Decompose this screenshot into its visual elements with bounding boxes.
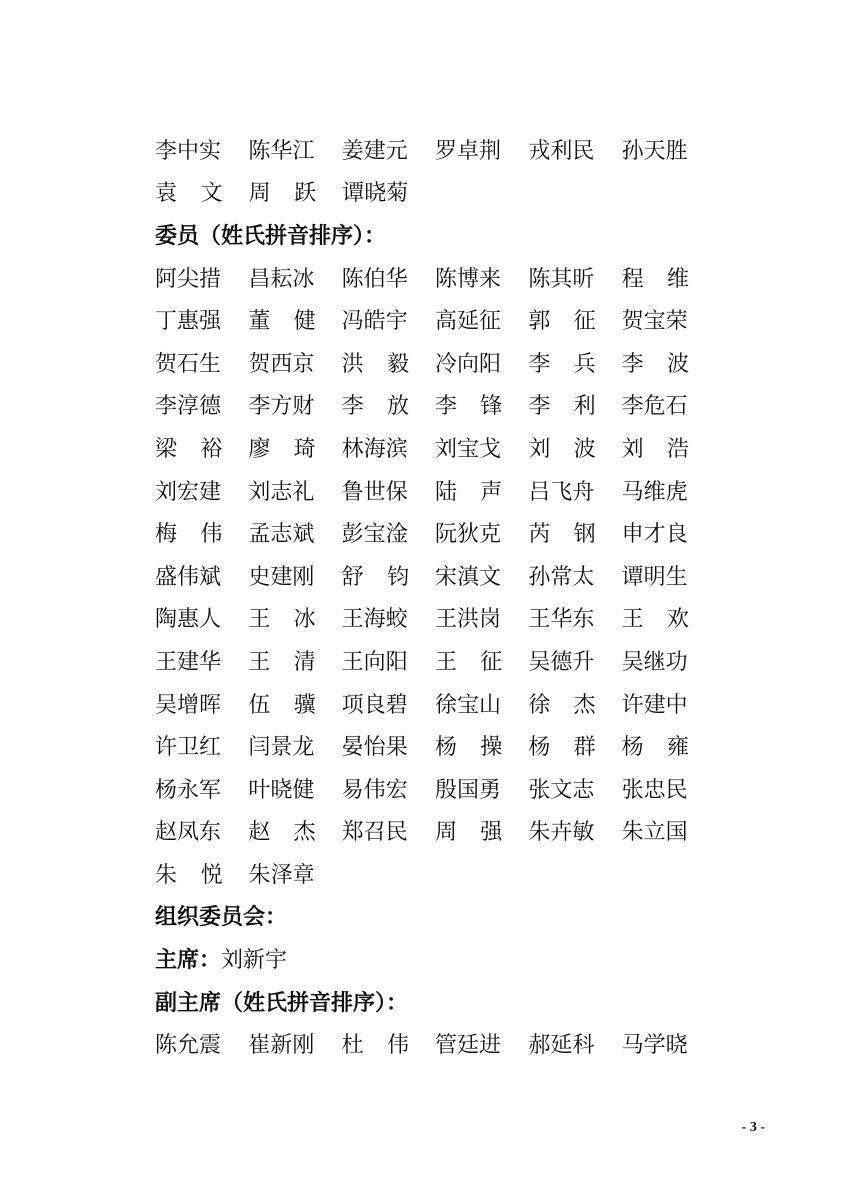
- section-heading: 副主席（姓氏拼音排序）：: [155, 989, 409, 1016]
- member-name: 董 健: [248, 309, 316, 335]
- member-name: 陶 惠 人: [155, 607, 222, 633]
- member-name: 吴 增 晖: [155, 692, 222, 718]
- member-name: 高 延 征: [434, 309, 502, 335]
- name-row: [155, 426, 715, 469]
- name-row: [155, 554, 715, 597]
- member-name: 贺 石 生: [155, 351, 222, 377]
- member-name: 赵 杰: [248, 820, 316, 846]
- member-name: 朱 立 国: [621, 820, 688, 846]
- section-heading: 委员（姓氏拼音排序）：: [155, 222, 387, 249]
- chair-line: [155, 937, 715, 980]
- member-name: 许 建 中: [621, 692, 688, 718]
- member-name: 舒 钧: [341, 564, 409, 590]
- name-row: [155, 724, 715, 767]
- name-row: [155, 767, 715, 810]
- name-row: [155, 1022, 715, 1065]
- member-name: 李 兵: [528, 351, 596, 377]
- member-name: 昌 耘 冰: [248, 266, 315, 292]
- chair-label: 主席：: [155, 947, 222, 974]
- member-name: 陈 允 震: [155, 1033, 222, 1059]
- member-name: 阮 狄 克: [434, 522, 502, 548]
- name-row: [155, 256, 715, 299]
- member-name: 王 洪 岗: [434, 607, 502, 633]
- member-name: 闫 景 龙: [248, 735, 315, 761]
- member-name: 许 卫 红: [155, 735, 222, 761]
- member-name: 廖 琦: [248, 436, 316, 462]
- member-name: 谭 明 生: [621, 564, 688, 590]
- member-name: 晏 怡 果: [341, 735, 408, 761]
- name-row: [155, 852, 715, 895]
- member-name: 王 海 蛟: [341, 607, 408, 633]
- member-name: 周 强: [434, 820, 503, 846]
- member-name: 刘 志 礼: [248, 479, 315, 505]
- member-name: 史 建 刚: [248, 564, 315, 590]
- member-name: 管 廷 进: [434, 1033, 502, 1059]
- name-row: [155, 810, 715, 853]
- member-name: 易 伟 宏: [341, 777, 408, 803]
- member-name: 陈 博 来: [434, 266, 502, 292]
- member-name: 刘 浩: [621, 436, 689, 462]
- member-name: 刘 宏 建: [155, 479, 222, 505]
- member-name: 伍 骥: [248, 692, 316, 718]
- member-name: 阿 尖 措: [155, 266, 222, 292]
- member-name: 陈 华 江: [248, 138, 315, 164]
- member-name: 姜 建 元: [341, 138, 408, 164]
- member-name: 彭 宝 淦: [341, 522, 408, 548]
- member-name: 马 维 虎: [621, 479, 688, 505]
- member-name: 洪 毅: [341, 351, 409, 377]
- member-name: 孙 天 胜: [621, 138, 688, 164]
- name-row: [155, 682, 715, 725]
- member-name: 崔 新 刚: [248, 1033, 315, 1059]
- member-name: 王 清: [248, 649, 316, 675]
- member-name: 李 淳 德: [155, 394, 222, 420]
- name-row: [155, 469, 715, 512]
- member-name: 林 海 滨: [341, 436, 408, 462]
- member-name: 盛 伟 斌: [155, 564, 222, 590]
- member-name: 冷 向 阳: [434, 351, 502, 377]
- name-row: [155, 511, 715, 554]
- member-name: 郭 征: [528, 309, 596, 335]
- member-name: 戎 利 民: [528, 138, 595, 164]
- page-number: - 3 -: [741, 1120, 765, 1135]
- member-name: 郑 召 民: [341, 820, 408, 846]
- member-name: 刘 波: [528, 436, 596, 462]
- member-name: 王 华 东: [528, 607, 595, 633]
- section-heading: 组织委员会：: [155, 904, 288, 931]
- member-name: 吕 飞 舟: [528, 479, 595, 505]
- member-name: 贺 宝 荣: [621, 309, 688, 335]
- member-name: 杨 雍: [621, 735, 689, 761]
- member-name: 叶 晓 健: [248, 777, 315, 803]
- member-name: 徐 宝 山: [434, 692, 502, 718]
- member-name: 梅 伟: [155, 522, 223, 548]
- member-name: 李 波: [621, 351, 689, 377]
- member-name: 李 中 实: [155, 138, 222, 164]
- member-name: 朱 卉 敏: [528, 820, 595, 846]
- member-name: 鲁 世 保: [341, 479, 408, 505]
- name-row: [155, 171, 715, 214]
- member-name: 周 跃: [248, 181, 317, 207]
- member-name: 李 锋: [434, 394, 503, 420]
- member-name: 李 放: [341, 394, 409, 420]
- member-name: 陈 伯 华: [341, 266, 408, 292]
- member-name: 宋 滇 文: [434, 564, 502, 590]
- member-name: 李 方 财: [248, 394, 315, 420]
- member-name: 王 征: [434, 649, 503, 675]
- name-row: [155, 597, 715, 640]
- member-name: 梁 裕: [155, 436, 223, 462]
- member-name: 王 向 阳: [341, 649, 408, 675]
- member-name: 陈 其 昕: [528, 266, 595, 292]
- member-list: [155, 128, 715, 1065]
- member-name: 杨 操: [434, 735, 503, 761]
- name-row: [155, 639, 715, 682]
- member-name: 程 维: [621, 266, 689, 292]
- member-name: 殷 国 勇: [434, 777, 502, 803]
- member-name: 陆 声: [434, 479, 503, 505]
- member-name: 项 良 碧: [341, 692, 408, 718]
- member-name: 孟 志 斌: [248, 522, 315, 548]
- member-name: 张 文 志: [528, 777, 595, 803]
- member-name: 孙 常 太: [528, 564, 595, 590]
- member-name: 申 才 良: [621, 522, 688, 548]
- member-name: 吴 继 功: [621, 649, 688, 675]
- member-name: 谭 晓 菊: [342, 181, 409, 207]
- member-name: 刘 宝 戈: [434, 436, 502, 462]
- member-name: 冯 皓 宇: [341, 309, 408, 335]
- member-name: 罗 卓 荆: [434, 138, 502, 164]
- member-name: 马 学 晓: [621, 1033, 688, 1059]
- member-name: 李 危 石: [621, 394, 688, 420]
- chair-name: 刘新宇: [221, 948, 288, 974]
- member-name: 贺 西 京: [248, 351, 315, 377]
- member-name: 袁 文: [155, 181, 223, 207]
- name-row: [155, 128, 715, 171]
- name-row: [155, 298, 715, 341]
- member-name: 丁 惠 强: [155, 309, 222, 335]
- member-name: 李 利: [528, 394, 596, 420]
- member-name: 芮 钢: [528, 522, 596, 548]
- member-name: 杨 永 军: [155, 777, 222, 803]
- member-name: 杨 群: [528, 735, 596, 761]
- member-name: 朱 泽 章: [248, 862, 315, 888]
- member-name: 王 冰: [248, 607, 316, 633]
- member-name: 吴 德 升: [528, 649, 595, 675]
- member-name: 王 建 华: [155, 649, 222, 675]
- member-name: 杜 伟: [341, 1033, 409, 1059]
- name-row: [155, 384, 715, 427]
- member-name: 郝 延 科: [528, 1033, 595, 1059]
- member-name: 赵 凤 东: [155, 820, 222, 846]
- member-name: 张 忠 民: [621, 777, 688, 803]
- member-name: 徐 杰: [528, 692, 596, 718]
- name-row: [155, 341, 715, 384]
- member-name: 朱 悦: [155, 862, 223, 888]
- member-name: 王 欢: [621, 607, 689, 633]
